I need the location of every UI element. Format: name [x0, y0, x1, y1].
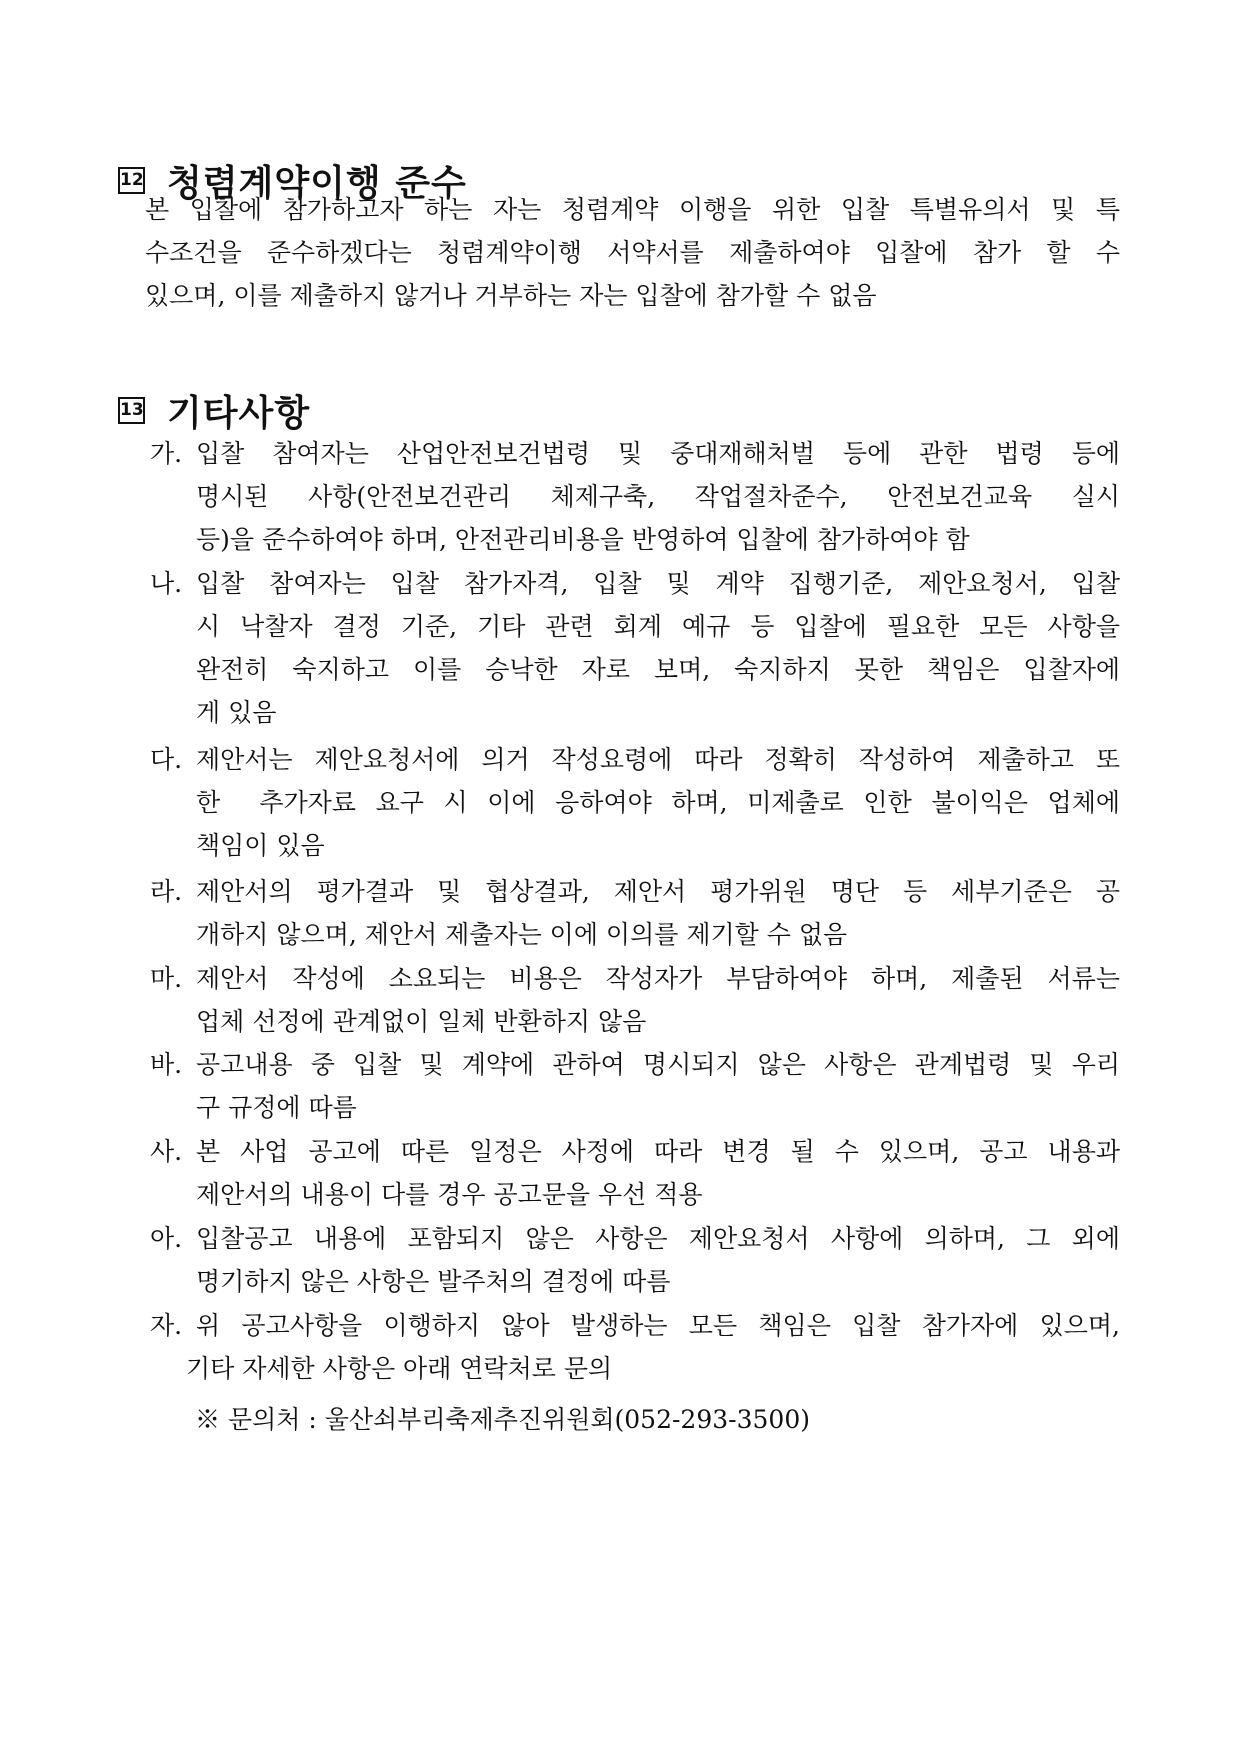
list-marker: 가. — [150, 439, 183, 468]
list-item — [150, 1130, 1120, 1216]
list-marker: 자. — [150, 1311, 183, 1340]
item-line: 등)을 준수하여야 하며, 안전관리비용을 반영하여 입찰에 참가하여야 함 — [196, 525, 970, 554]
item-line: 입찰공고 내용에 포함되지 않은 사항은 제안요청서 사항에 의하며, 그 외에 — [196, 1224, 1120, 1253]
item-line: 명기하지 않은 사항은 발주처의 결정에 따름 — [196, 1267, 671, 1296]
list-item — [150, 562, 1120, 734]
item-line: 입찰 참여자는 입찰 참가자격, 입찰 및 계약 집행기준, 제안요청서, 입찰 — [196, 569, 1120, 598]
contact-note: ※ 문의처 : 울산쇠부리축제추진위원회(052-293-3500) — [195, 1405, 810, 1434]
item-line: 시 낙찰자 결정 기준, 기타 관련 회계 예규 등 입찰에 필요한 모든 사항을 — [196, 612, 1120, 641]
list-item — [150, 432, 1120, 561]
item-line: 제안서의 평가결과 및 협상결과, 제안서 평가위원 명단 등 세부기준은 공 — [196, 877, 1120, 906]
list-marker: 라. — [150, 877, 183, 906]
list-marker: 다. — [150, 745, 183, 774]
section-12-paragraph — [145, 188, 1120, 317]
section-13-heading — [118, 385, 310, 436]
list-marker: 나. — [150, 569, 183, 598]
item-line: 본 사업 공고에 따른 일정은 사정에 따라 변경 될 수 있으며, 공고 내용과 — [196, 1137, 1120, 1166]
item-line: 제안서의 내용이 다를 경우 공고문을 우선 적용 — [196, 1180, 703, 1209]
item-line: 구 규정에 따름 — [196, 1093, 357, 1122]
list-item — [150, 1304, 1120, 1390]
list-item — [150, 870, 1120, 956]
item-line: 게 있음 — [196, 698, 277, 727]
list-marker: 마. — [150, 964, 183, 993]
section-title: 기타사항 — [167, 393, 311, 434]
paragraph-line: 있으며, 이를 제출하지 않거나 거부하는 자는 입찰에 참가할 수 없음 — [145, 281, 877, 310]
list-item — [150, 1043, 1120, 1129]
section-number-box: 12 — [118, 167, 145, 194]
list-item — [150, 1217, 1120, 1303]
item-line: 위 공고사항을 이행하지 않아 발생하는 모든 책임은 입찰 참가자에 있으며, — [196, 1311, 1120, 1340]
list-item — [150, 957, 1120, 1043]
item-line: 입찰 참여자는 산업안전보건법령 및 중대재해처벌 등에 관한 법령 등에 — [196, 439, 1120, 468]
item-line: 공고내용 중 입찰 및 계약에 관하여 명시되지 않은 사항은 관계법령 및 우리 — [196, 1050, 1120, 1079]
item-line: 완전히 숙지하고 이를 승낙한 자로 보며, 숙지하지 못한 책임은 입찰자에 — [196, 655, 1120, 684]
section-title: 청렴계약이행 준수 — [167, 163, 467, 204]
paragraph-line: 수조건을 준수하겠다는 청렴계약이행 서약서를 제출하여야 입찰에 참가 할 수 — [145, 238, 1120, 267]
item-line: 제안서는 제안요청서에 의거 작성요령에 따라 정확히 작성하여 제출하고 또 — [196, 745, 1120, 774]
list-marker: 사. — [150, 1137, 183, 1166]
paragraph-line: 본 입찰에 참가하고자 하는 자는 청렴계약 이행을 위한 입찰 특별유의서 및 특 — [145, 195, 1120, 224]
item-line: 제안서 작성에 소요되는 비용은 작성자가 부담하여야 하며, 제출된 서류는 — [196, 964, 1120, 993]
list-marker: 바. — [150, 1050, 183, 1079]
item-line: 책임이 있음 — [196, 831, 325, 860]
item-line: 기타 자세한 사항은 아래 연락처로 문의 — [186, 1354, 613, 1383]
item-line: 명시된 사항(안전보건관리 체제구축, 작업절차준수, 안전보건교육 실시 — [196, 482, 1120, 511]
section-number-box: 13 — [118, 397, 145, 424]
item-line: 한 추가자료 요구 시 이에 응하여야 하며, 미제출로 인한 불이익은 업체에 — [196, 788, 1120, 817]
item-line: 개하지 않으며, 제안서 제출자는 이에 이의를 제기할 수 없음 — [196, 920, 848, 949]
list-marker: 아. — [150, 1224, 183, 1253]
list-item — [150, 738, 1120, 867]
item-line: 업체 선정에 관계없이 일체 반환하지 않음 — [196, 1007, 647, 1036]
